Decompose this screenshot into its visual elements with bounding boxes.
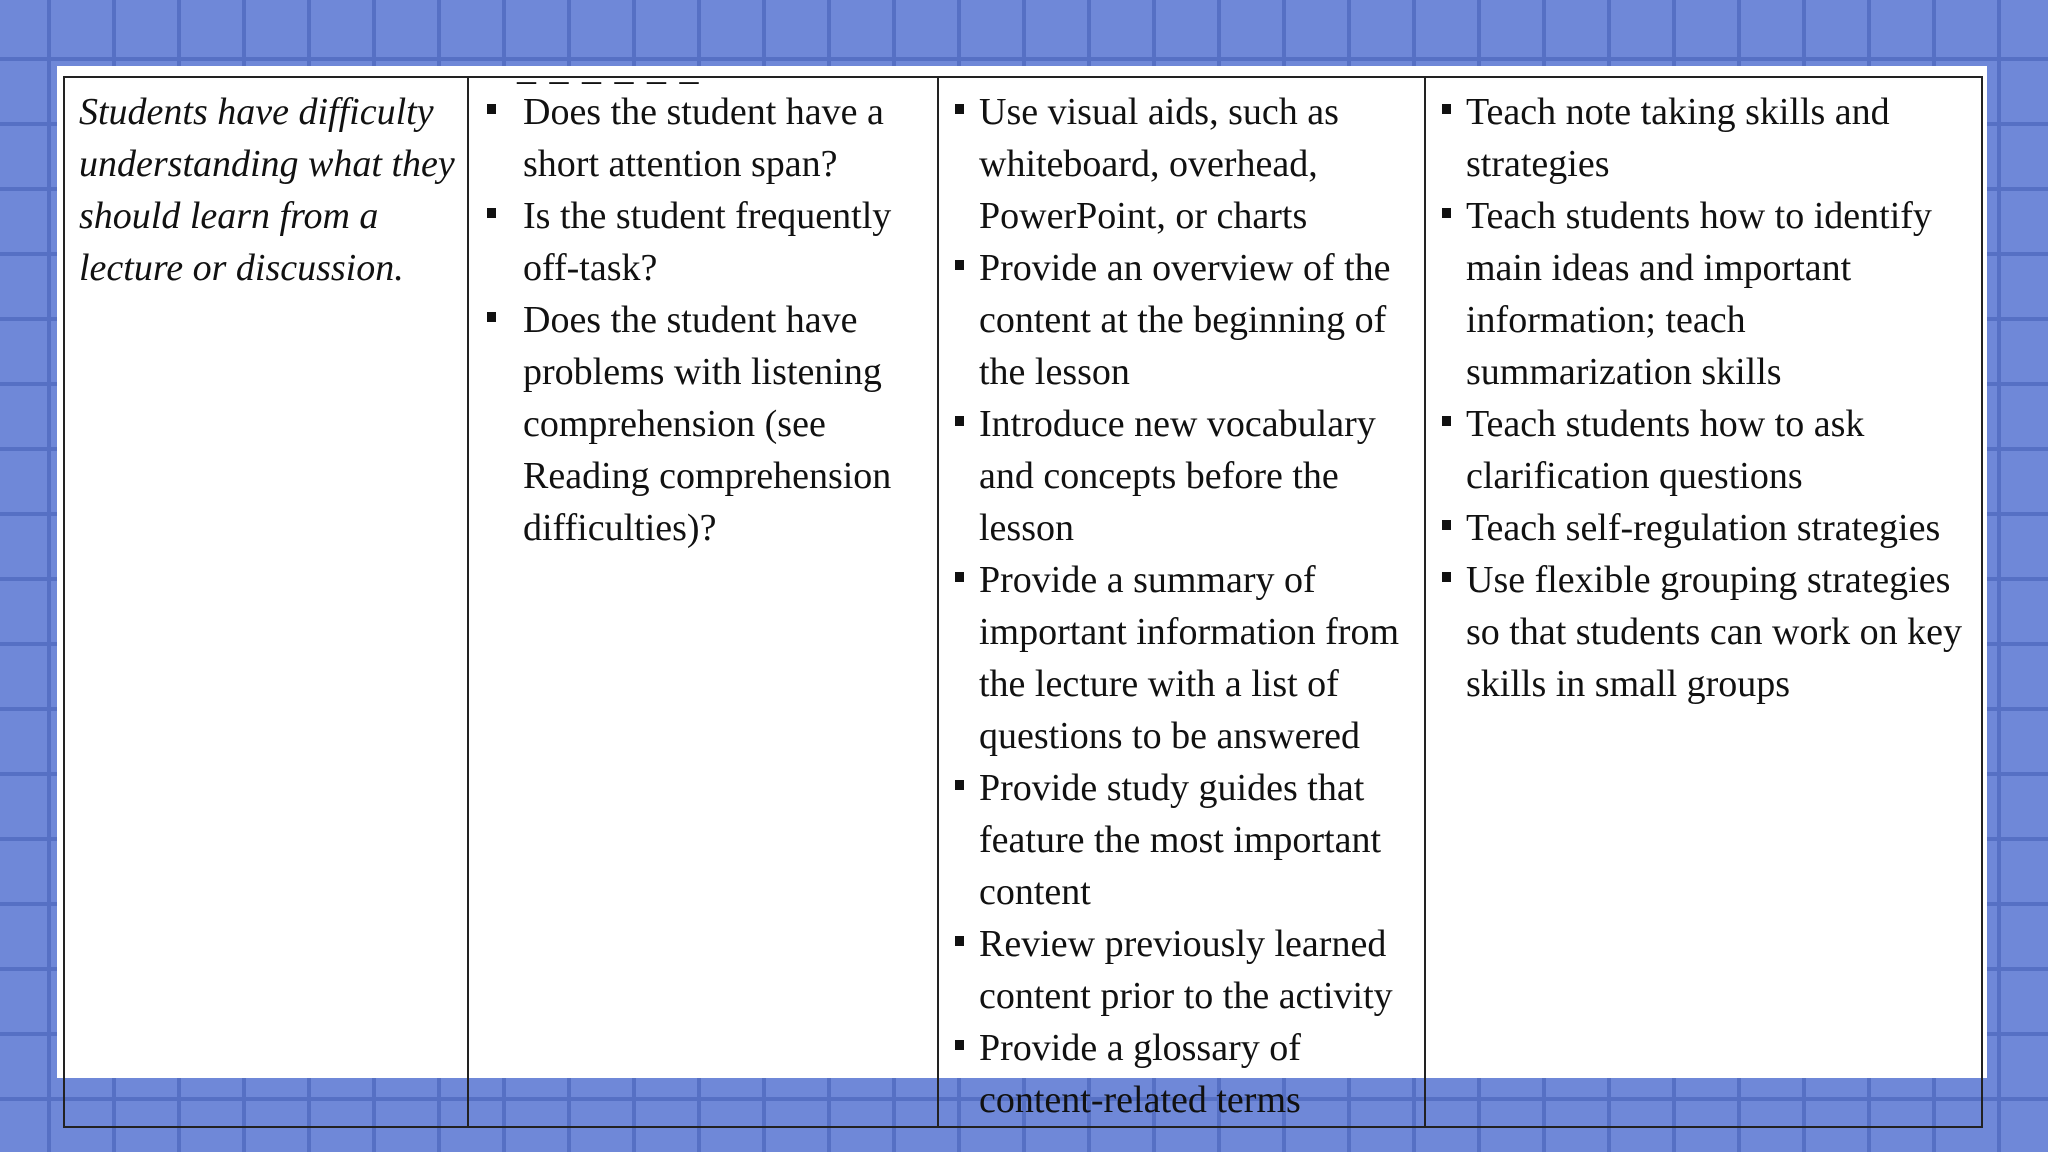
- strategy-text: Provide a glossary of content-related terms: [979, 1027, 1301, 1121]
- list-item: [953, 398, 1414, 554]
- bullet-icon: [487, 312, 496, 322]
- bullet-icon: [1442, 104, 1451, 114]
- bullet-icon: [1442, 416, 1451, 426]
- strategy-table: [63, 76, 1983, 1128]
- list-item: [483, 86, 927, 190]
- list-item: [483, 294, 927, 554]
- clipped-previous-row-text: ‒ ‒ ‒ ‒ ‒ ‒: [517, 59, 701, 101]
- list-item: [953, 242, 1414, 398]
- list-item: [1440, 86, 1971, 190]
- list-item: [1440, 554, 1971, 710]
- question-text: Is the student frequently off-task?: [523, 195, 892, 289]
- strategies-list-a: [953, 86, 1414, 1126]
- strategy-text: Use visual aids, such as whiteboard, overhead, PowerPoint, or charts: [979, 91, 1339, 237]
- problem-text: Students have difficulty understanding what they should learn from a lecture or discussion.: [79, 91, 455, 289]
- strategy-text: Teach self-regulation strategies: [1466, 507, 1941, 549]
- question-text: Does the student have problems with listening comprehension (see Reading comprehension difficulties)?: [523, 299, 892, 549]
- strategy-text: Provide a summary of important information from the lecture with a list of questions to be answered: [979, 559, 1400, 757]
- bullet-icon: [1442, 572, 1451, 582]
- list-item: [953, 918, 1414, 1022]
- list-item: [953, 554, 1414, 762]
- bullet-icon: [955, 104, 964, 114]
- strategy-text: Teach students how to ask clarification questions: [1466, 403, 1865, 497]
- strategies-cell-a: [938, 77, 1425, 1127]
- strategies-list-b: [1440, 86, 1971, 710]
- bullet-icon: [955, 260, 964, 270]
- bullet-icon: [955, 936, 964, 946]
- list-item: [483, 190, 927, 294]
- list-item: [1440, 190, 1971, 398]
- bullet-icon: [1442, 208, 1451, 218]
- questions-cell: [468, 77, 938, 1127]
- bullet-icon: [955, 1040, 964, 1050]
- strategy-text: Introduce new vocabulary and concepts before the lesson: [979, 403, 1376, 549]
- list-item: [953, 86, 1414, 242]
- list-item: [953, 762, 1414, 918]
- bullet-icon: [487, 208, 496, 218]
- list-item: [953, 1022, 1414, 1126]
- questions-list: [483, 86, 927, 554]
- problem-cell: [64, 77, 468, 1127]
- bullet-icon: [955, 416, 964, 426]
- strategy-text: Teach note taking skills and strategies: [1466, 91, 1890, 185]
- bullet-icon: [955, 780, 964, 790]
- question-text: Does the student have a short attention span?: [523, 91, 884, 185]
- list-item: [1440, 502, 1971, 554]
- strategy-text: Review previously learned content prior to the activity: [979, 923, 1393, 1017]
- strategy-text: Provide study guides that feature the most important content: [979, 767, 1382, 913]
- strategy-text: Provide an overview of the content at the beginning of the lesson: [979, 247, 1391, 393]
- strategy-text: Teach students how to identify main ideas and important information; teach summarization skills: [1466, 195, 1932, 393]
- bullet-icon: [1442, 520, 1451, 530]
- strategies-cell-b: [1425, 77, 1982, 1127]
- strategy-text: Use flexible grouping strategies so that students can work on key skills in small groups: [1466, 559, 1963, 705]
- document-panel: [57, 59, 1987, 1121]
- table-row: [64, 77, 1982, 1127]
- bullet-icon: [487, 104, 496, 114]
- bullet-icon: [955, 572, 964, 582]
- list-item: [1440, 398, 1971, 502]
